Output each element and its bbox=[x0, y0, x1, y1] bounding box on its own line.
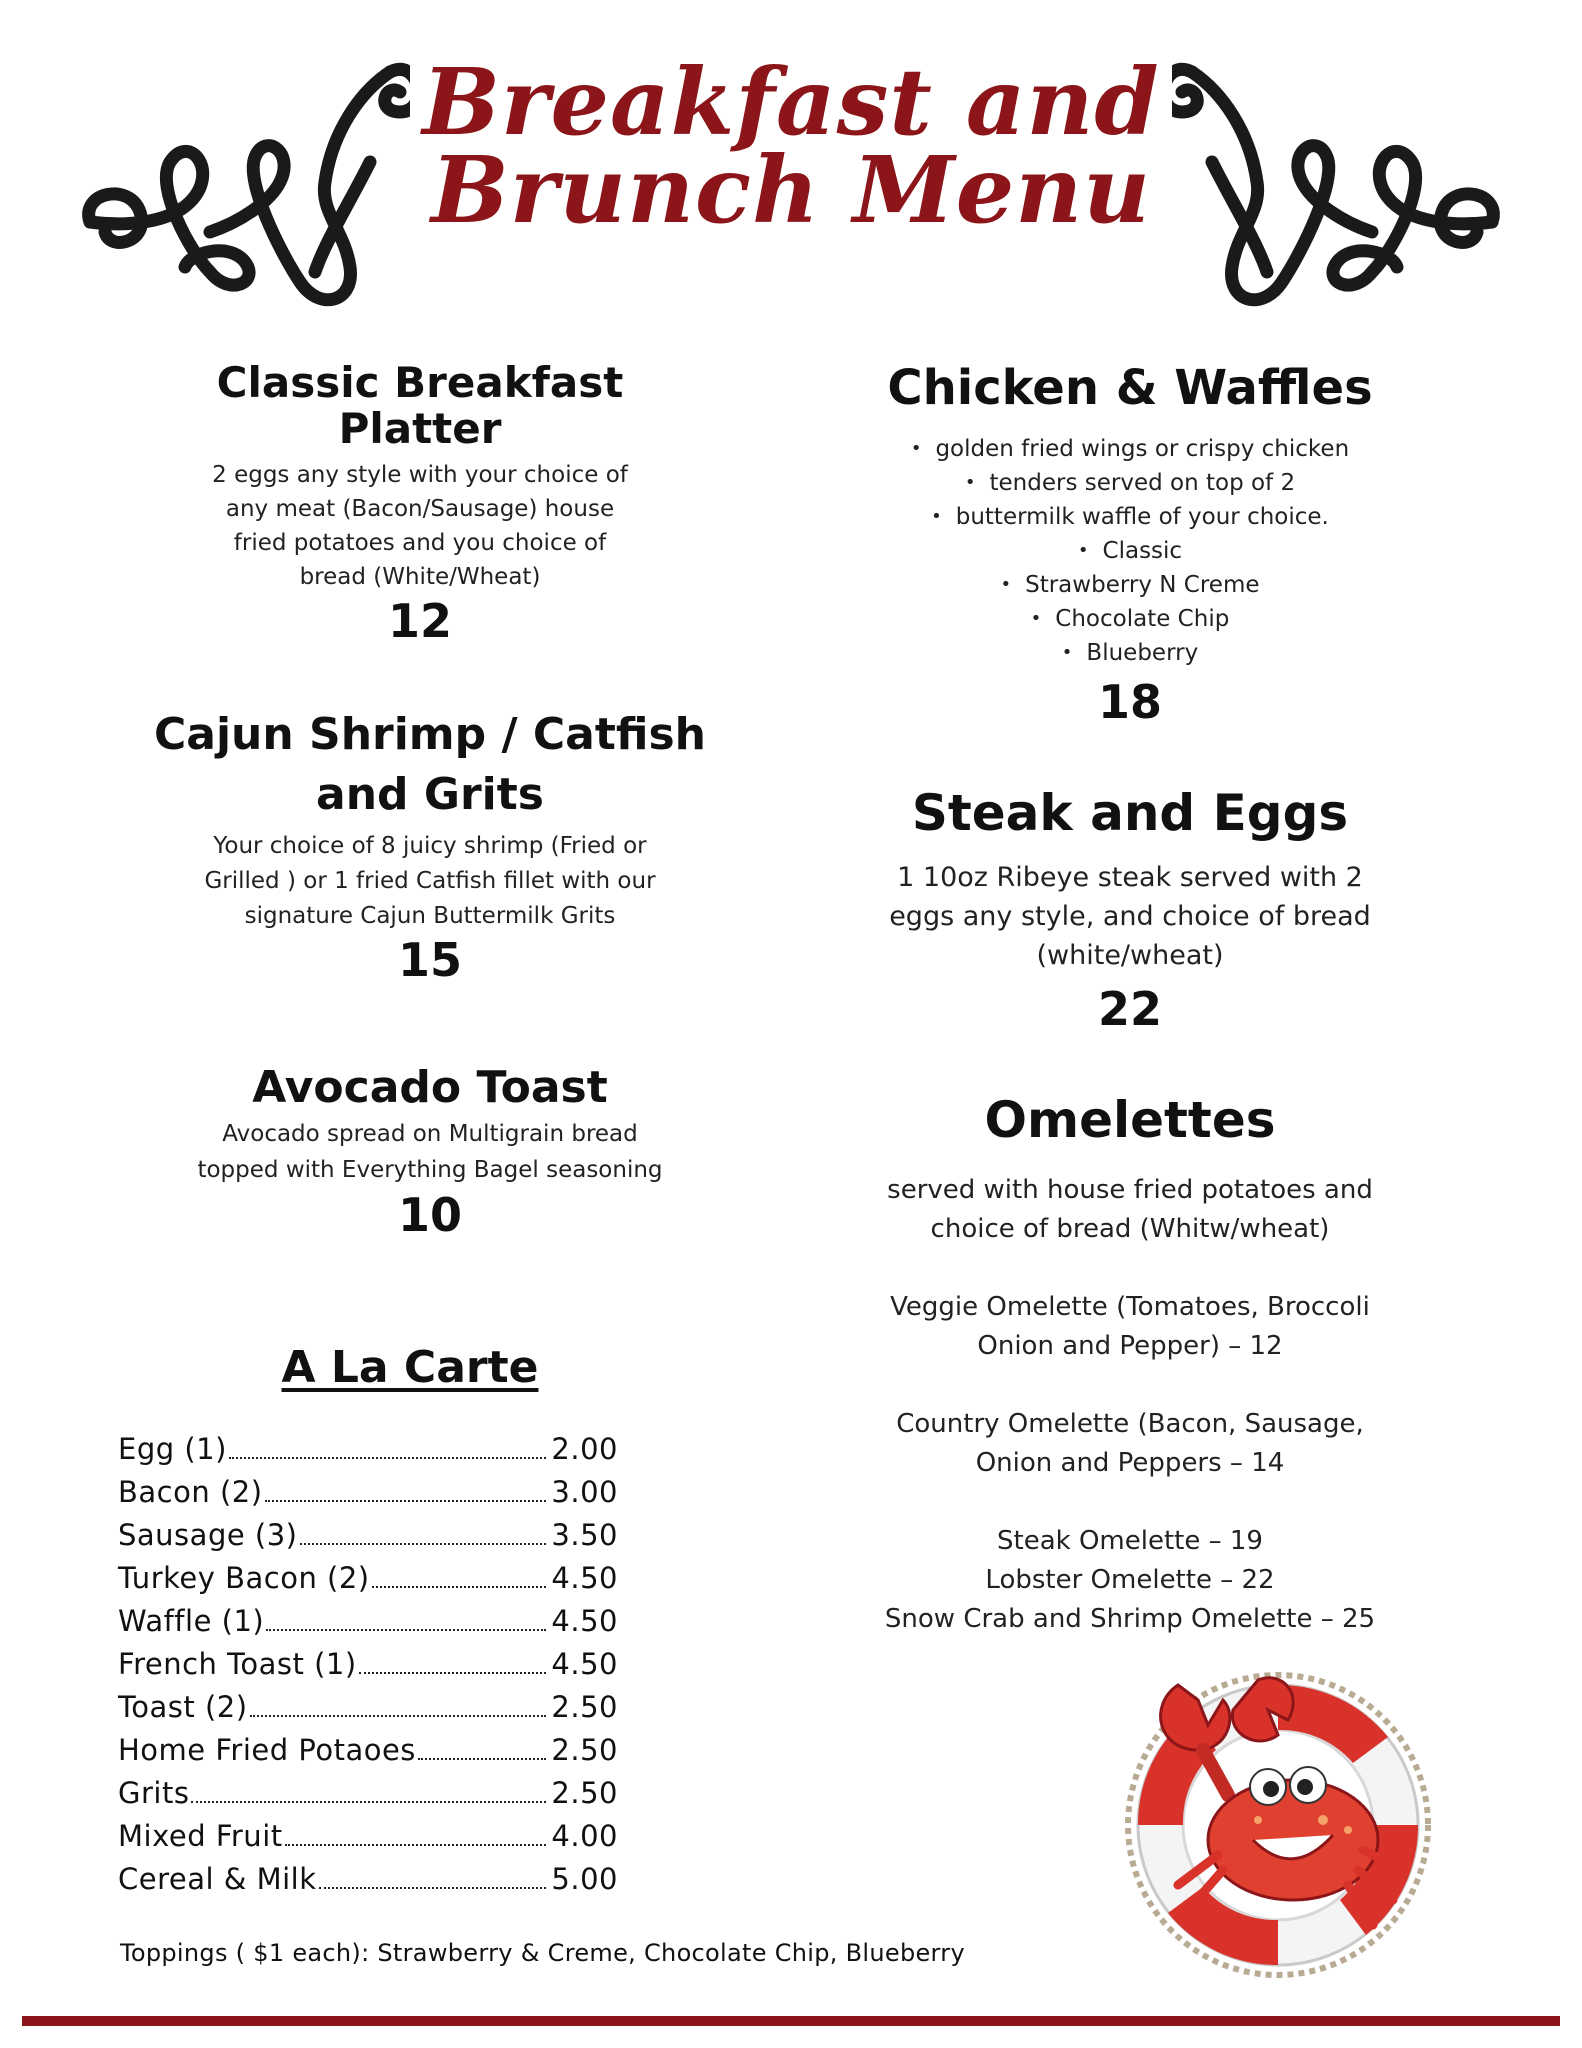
omelettes-section bbox=[850, 1085, 1410, 1639]
list-item bbox=[118, 1729, 618, 1772]
dish-price: 18 bbox=[1097, 675, 1162, 729]
desc-line: bread (White/Wheat) bbox=[299, 564, 541, 590]
dish-description bbox=[860, 858, 1400, 975]
list-item bbox=[118, 1557, 618, 1600]
dish-price: 15 bbox=[397, 933, 462, 987]
classic-breakfast-section bbox=[170, 360, 670, 648]
bottom-divider bbox=[22, 2016, 1560, 2026]
dot-leader bbox=[265, 1500, 546, 1502]
desc-line: Grilled ) or 1 fried Catfish fillet with our bbox=[204, 868, 656, 894]
dish-price: 22 bbox=[1097, 982, 1162, 1036]
country-omelette bbox=[850, 1405, 1410, 1483]
desc-line: 2 eggs any style with your choice of bbox=[212, 462, 628, 488]
dish-description bbox=[150, 829, 710, 934]
desc-line: Snow Crab and Shrimp Omelette – 25 bbox=[884, 1604, 1376, 1634]
bullet-item: • buttermilk waffle of your choice. bbox=[840, 500, 1420, 534]
dot-leader bbox=[300, 1543, 547, 1545]
bullet-item: • Classic bbox=[840, 534, 1420, 568]
menu-title bbox=[400, 48, 1182, 244]
desc-line: 1 10oz Ribeye steak served with 2 bbox=[897, 862, 1363, 893]
dot-leader bbox=[418, 1758, 546, 1760]
omelette-intro bbox=[850, 1171, 1410, 1249]
item-price: 4.50 bbox=[551, 1561, 618, 1595]
dish-title bbox=[170, 360, 670, 452]
dish-title-line: Platter bbox=[338, 404, 502, 453]
item-name: Turkey Bacon (2) bbox=[118, 1561, 370, 1595]
dot-leader bbox=[372, 1586, 546, 1588]
list-item bbox=[118, 1643, 618, 1686]
item-name: French Toast (1) bbox=[118, 1647, 357, 1681]
list-item bbox=[118, 1514, 618, 1557]
list-item bbox=[118, 1428, 618, 1471]
list-item bbox=[118, 1858, 618, 1901]
bullet-item: • Blueberry bbox=[840, 636, 1420, 670]
dish-title: Avocado Toast bbox=[252, 1062, 608, 1113]
swirl-flourish-icon bbox=[1172, 52, 1512, 322]
list-item bbox=[118, 1471, 618, 1514]
desc-line: Country Omelette (Bacon, Sausage, bbox=[896, 1409, 1364, 1439]
item-price: 5.00 bbox=[551, 1862, 618, 1896]
dot-leader bbox=[191, 1801, 546, 1803]
desc-line: signature Cajun Buttermilk Grits bbox=[244, 903, 616, 929]
alacarte-title: A La Carte bbox=[281, 1342, 539, 1393]
dish-title bbox=[150, 705, 710, 825]
item-name: Toast (2) bbox=[118, 1690, 248, 1724]
dish-description bbox=[160, 1116, 700, 1188]
desc-line: topped with Everything Bagel seasoning bbox=[197, 1157, 663, 1183]
desc-line: Avocado spread on Multigrain bread bbox=[222, 1121, 638, 1147]
desc-line: Steak Omelette – 19 bbox=[997, 1526, 1263, 1556]
item-name: Bacon (2) bbox=[118, 1475, 263, 1509]
item-price: 2.50 bbox=[551, 1690, 618, 1724]
dish-title-line: Cajun Shrimp / Catfish bbox=[153, 709, 707, 760]
item-name: Cereal & Milk bbox=[118, 1862, 317, 1896]
item-name: Egg (1) bbox=[118, 1432, 227, 1466]
bullet-item: • Strawberry N Creme bbox=[840, 568, 1420, 602]
desc-line: Veggie Omelette (Tomatoes, Broccoli bbox=[890, 1292, 1370, 1322]
dish-title-line: and Grits bbox=[316, 769, 544, 820]
alacarte-list bbox=[118, 1428, 618, 1901]
desc-line: any meat (Bacon/Sausage) house bbox=[225, 496, 615, 522]
item-price: 3.50 bbox=[551, 1518, 618, 1552]
dot-leader bbox=[229, 1457, 546, 1459]
list-item bbox=[118, 1815, 618, 1858]
desc-line: Lobster Omelette – 22 bbox=[985, 1565, 1275, 1595]
dot-leader bbox=[250, 1715, 546, 1717]
veggie-omelette bbox=[850, 1288, 1410, 1366]
bullet-item: • golden fried wings or crispy chicken bbox=[840, 432, 1420, 466]
bullet-item: • Chocolate Chip bbox=[840, 602, 1420, 636]
dish-title: Omelettes bbox=[984, 1091, 1276, 1149]
toppings-note: Toppings ( $1 each): Strawberry & Creme, Chocolate Chip, Blueberry bbox=[120, 1939, 965, 1967]
dot-leader bbox=[359, 1672, 546, 1674]
desc-line: Onion and Peppers – 14 bbox=[975, 1448, 1285, 1478]
dot-leader bbox=[285, 1844, 546, 1846]
desc-line: served with house fried potatoes and bbox=[887, 1175, 1373, 1205]
menu-title-line-1: Breakfast and bbox=[422, 48, 1160, 156]
desc-line: eggs any style, and choice of bread bbox=[889, 901, 1371, 932]
desc-line: fried potatoes and you choice of bbox=[233, 530, 607, 556]
item-price: 4.50 bbox=[551, 1647, 618, 1681]
menu-title-line-2: Brunch Menu bbox=[430, 136, 1152, 244]
dish-price: 12 bbox=[387, 594, 452, 648]
dish-bullets bbox=[840, 432, 1420, 670]
item-price: 2.50 bbox=[551, 1733, 618, 1767]
cajun-shrimp-section bbox=[150, 705, 710, 986]
desc-line: choice of bread (Whitw/wheat) bbox=[930, 1214, 1330, 1244]
avocado-toast-section bbox=[160, 1060, 700, 1242]
dot-leader bbox=[266, 1629, 546, 1631]
desc-line: Onion and Pepper) – 12 bbox=[977, 1331, 1283, 1361]
item-name: Grits bbox=[118, 1776, 190, 1810]
steak-eggs-section bbox=[860, 780, 1400, 1039]
list-item bbox=[118, 1686, 618, 1729]
other-omelettes bbox=[850, 1522, 1410, 1639]
dot-leader bbox=[319, 1887, 546, 1889]
item-name: Mixed Fruit bbox=[118, 1819, 283, 1853]
dish-price: 10 bbox=[397, 1188, 462, 1242]
item-price: 2.50 bbox=[551, 1776, 618, 1810]
dish-title-line: Classic Breakfast bbox=[216, 358, 624, 407]
item-price: 4.50 bbox=[551, 1604, 618, 1638]
desc-line: Your choice of 8 juicy shrimp (Fried or bbox=[213, 833, 647, 859]
swirl-flourish-icon bbox=[70, 52, 410, 322]
desc-line: (white/wheat) bbox=[1036, 940, 1224, 971]
dish-title: Chicken & Waffles bbox=[887, 360, 1373, 416]
dish-description bbox=[170, 458, 670, 594]
item-price: 3.00 bbox=[551, 1475, 618, 1509]
chicken-waffles-section bbox=[840, 356, 1420, 732]
item-price: 2.00 bbox=[551, 1432, 618, 1466]
bullet-item: • tenders served on top of 2 bbox=[840, 466, 1420, 500]
crab-life-ring-icon bbox=[1108, 1655, 1448, 1985]
dish-title: Steak and Eggs bbox=[911, 784, 1349, 842]
item-name: Home Fried Potaoes bbox=[118, 1733, 416, 1767]
list-item bbox=[118, 1600, 618, 1643]
item-name: Waffle (1) bbox=[118, 1604, 265, 1638]
item-price: 4.00 bbox=[551, 1819, 618, 1853]
item-name: Sausage (3) bbox=[118, 1518, 298, 1552]
list-item bbox=[118, 1772, 618, 1815]
